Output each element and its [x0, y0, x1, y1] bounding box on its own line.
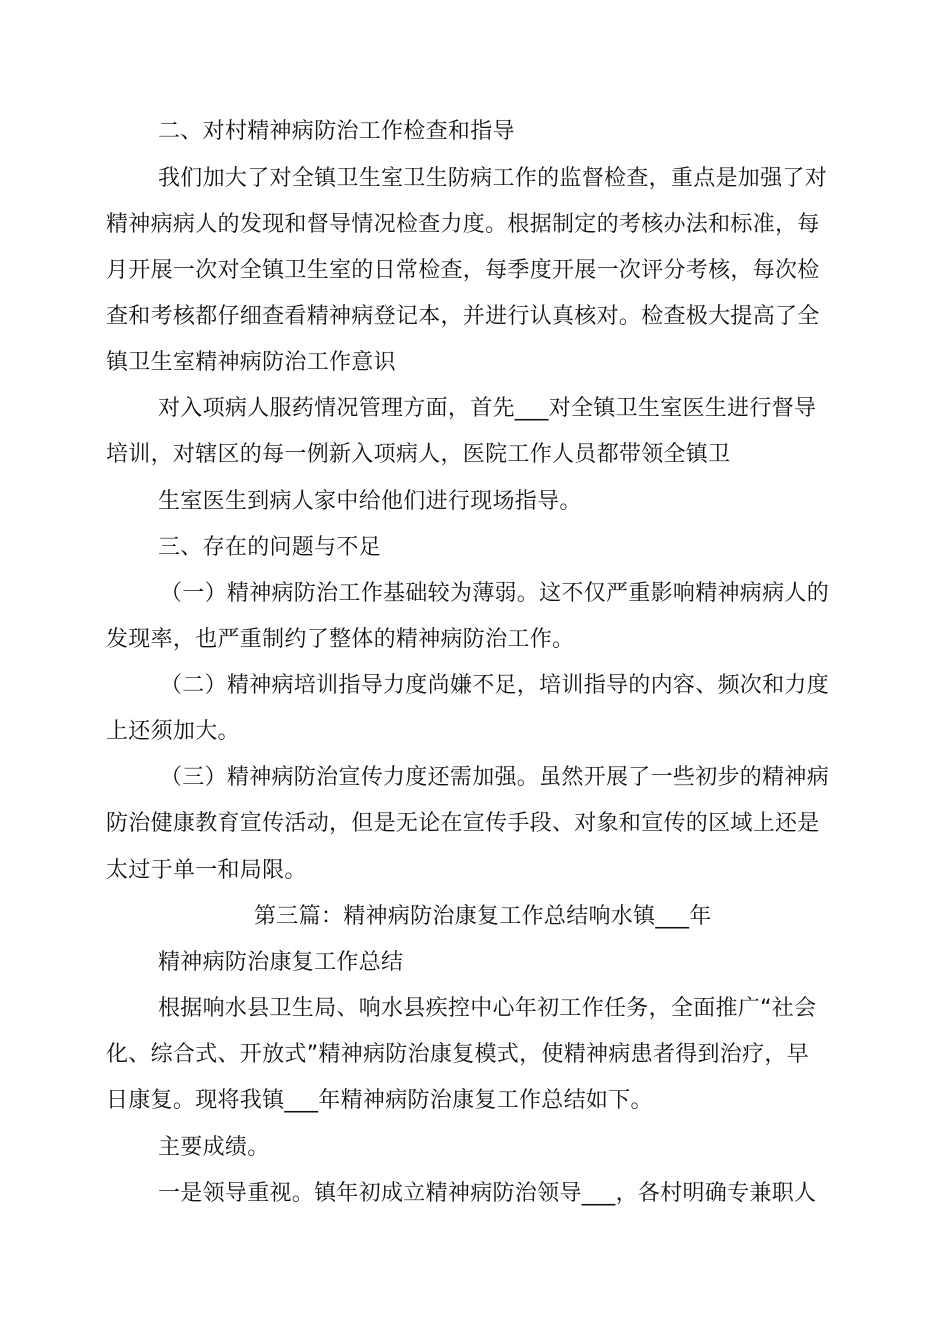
- section-heading-achievements: 主要成绩。: [158, 1135, 270, 1160]
- paragraph-line: 根据响水县卫生局、响水县疾控中心年初工作任务，全面推广“社会: [158, 996, 817, 1021]
- paragraph-line: 对入项病人服药情况管理方面，首先___对全镇卫生室医生进行督导: [158, 396, 817, 421]
- paragraph-line: （三）精神病防治宣传力度还需加强。虽然开展了一些初步的精神病: [160, 765, 830, 790]
- paragraph-line: 太过于单一和局限。: [106, 858, 307, 883]
- paragraph-line: 精神病病人的发现和督导情况检查力度。根据制定的考核办法和标准，每: [106, 212, 820, 237]
- paragraph-line: 上还须加大。: [106, 719, 240, 744]
- paragraph-line: （一）精神病防治工作基础较为薄弱。这不仅严重影响精神病病人的: [160, 581, 830, 606]
- paragraph-line: 月开展一次对全镇卫生室的日常检查，每季度开展一次评分考核，每次检: [106, 258, 820, 283]
- paragraph-line: （二）精神病培训指导力度尚嫌不足，培训指导的内容、频次和力度: [160, 673, 830, 698]
- paragraph-line: 镇卫生室精神病防治工作意识: [106, 350, 396, 375]
- paragraph-line: 生室医生到病人家中给他们进行现场指导。: [158, 489, 582, 514]
- paragraph-line: 日康复。现将我镇___年精神病防治康复工作总结如下。: [106, 1088, 653, 1113]
- section-heading-village-inspection: 二、对村精神病防治工作检查和指导: [158, 119, 515, 144]
- paragraph-line: 查和考核都仔细查看精神病登记本，并进行认真核对。检查极大提高了全: [106, 304, 820, 329]
- chapter-subtitle: 精神病防治康复工作总结: [158, 950, 404, 975]
- paragraph-line: 培训，对辖区的每一例新入项病人，医院工作人员都带领全镇卫: [106, 442, 731, 467]
- section-heading-problems: 三、存在的问题与不足: [158, 535, 382, 560]
- paragraph-text: 我们加大了对全镇卫生室卫生防病工作的监督检查，重点是加强了对: [158, 166, 828, 191]
- paragraph-line: 一是领导重视。镇年初成立精神病防治领导___，各村明确专兼职人: [158, 1181, 817, 1206]
- paragraph-line: 化、综合式、开放式”精神病防治康复模式，使精神病患者得到治疗，早: [106, 1042, 809, 1067]
- paragraph-line: 防治健康教育宣传活动，但是无论在宣传手段、对象和宣传的区域上还是: [106, 811, 820, 836]
- paragraph-line: [158, 164, 844, 194]
- chapter-title: 第三篇：精神病防治康复工作总结响水镇___年: [254, 904, 712, 929]
- paragraph-line: 发现率，也严重制约了整体的精神病防治工作。: [106, 627, 575, 652]
